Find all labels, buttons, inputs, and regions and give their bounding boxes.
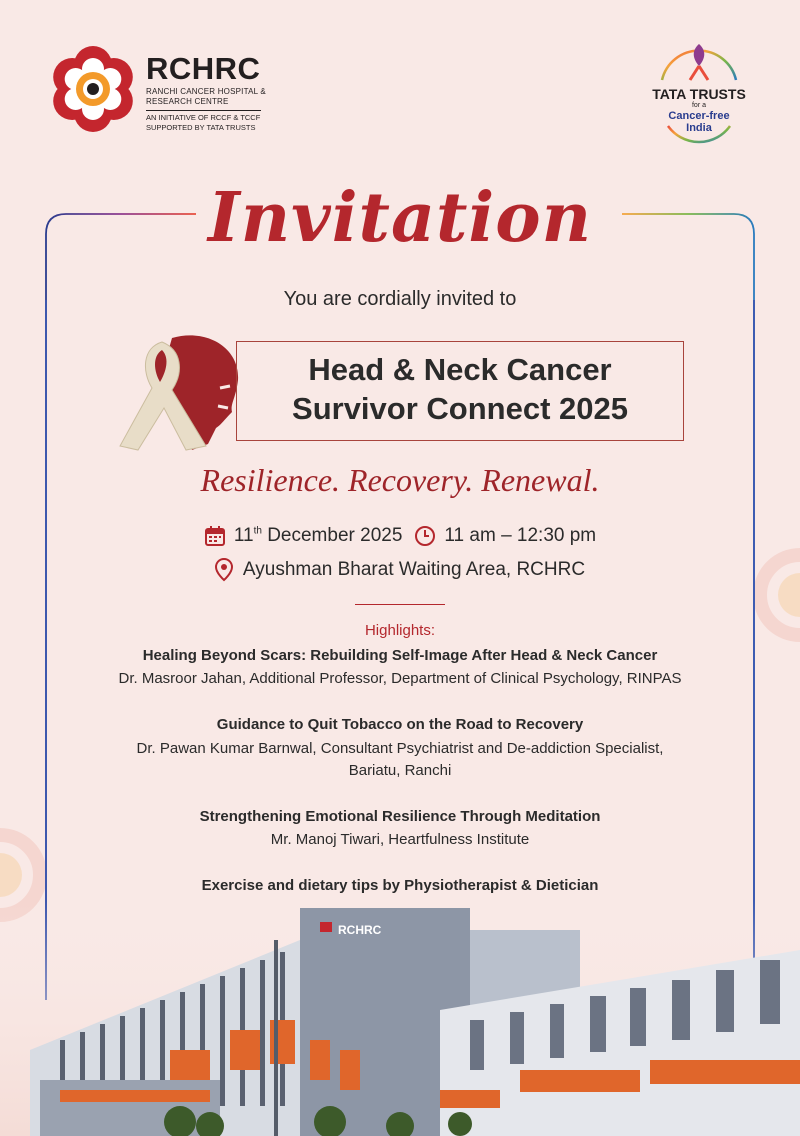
event-title-line2: Survivor Connect 2025 [292, 391, 628, 426]
highlight-speaker: Mr. Manoj Tiwari, Heartfulness Institute [270, 831, 530, 848]
date-day: 11 [233, 525, 254, 546]
rchrc-full-line2: RESEARCH CENTRE [146, 97, 229, 106]
building-sign: RCHRC [338, 923, 382, 937]
date-month-year: December 2025 [261, 525, 403, 546]
rchrc-full-name [146, 87, 296, 107]
venue-row [0, 558, 800, 582]
highlight-title: Exercise and dietary tips by Physiotherapist & Dietician [201, 877, 599, 894]
tata-fora: for a [691, 102, 706, 109]
event-date [234, 525, 403, 547]
event-tagline: Resilience. Recovery. Renewal. [200, 462, 600, 498]
highlight-title: Guidance to Quit Tobacco on the Road to Recovery [216, 716, 584, 733]
tata-trusts-logo [640, 40, 758, 144]
highlight-title: Strengthening Emotional Resilience Through Meditation [199, 808, 601, 825]
clock-icon [414, 525, 436, 547]
rchrc-divider [146, 110, 261, 111]
awareness-ribbon-face-icon [112, 328, 247, 460]
rchrc-initiative-line2: SUPPORTED BY TATA TRUSTS [146, 122, 256, 132]
invitation-title: Invitation [207, 178, 593, 258]
event-venue: Ayushman Bharat Waiting Area, RCHRC [242, 559, 586, 580]
rchrc-initiative [146, 113, 296, 132]
highlights-heading: Highlights: [364, 622, 436, 639]
location-pin-icon [215, 558, 233, 582]
highlight-speaker: Dr. Masroor Jahan, Additional Professor, Department of Clinical Psychology, RINPAS [118, 670, 682, 687]
rchrc-wordmark [146, 51, 296, 132]
rchrc-name: RCHRC [146, 51, 261, 86]
date-suffix: th [253, 525, 262, 537]
highlight-speaker-line2: Bariatu, Ranchi [348, 762, 452, 779]
hospital-building-image [0, 900, 800, 1136]
highlight-speaker: Dr. Pawan Kumar Barnwal, Consultant Psychiatrist and De-addiction Specialist, [136, 740, 664, 757]
calendar-icon [204, 525, 226, 547]
highlight-title: Healing Beyond Scars: Rebuilding Self-Image After Head & Neck Cancer [142, 647, 658, 664]
rchrc-initiative-line1: AN INITIATIVE OF RCCF & TCCF [146, 113, 261, 122]
tata-cancer-free: Cancer-free [668, 110, 730, 122]
rchrc-full-line1: RANCHI CANCER HOSPITAL & [146, 87, 266, 96]
event-time: 11 am – 12:30 pm [444, 525, 597, 546]
highlights-divider [355, 604, 445, 605]
cordial-text: You are cordially invited to [283, 288, 517, 310]
rchrc-flower-logo-icon [48, 44, 138, 134]
event-title-line1: Head & Neck Cancer [308, 352, 612, 387]
tata-india: India [686, 122, 712, 134]
tata-title: TATA TRUSTS [652, 86, 746, 102]
event-title [236, 350, 684, 428]
date-time-row [0, 525, 800, 547]
